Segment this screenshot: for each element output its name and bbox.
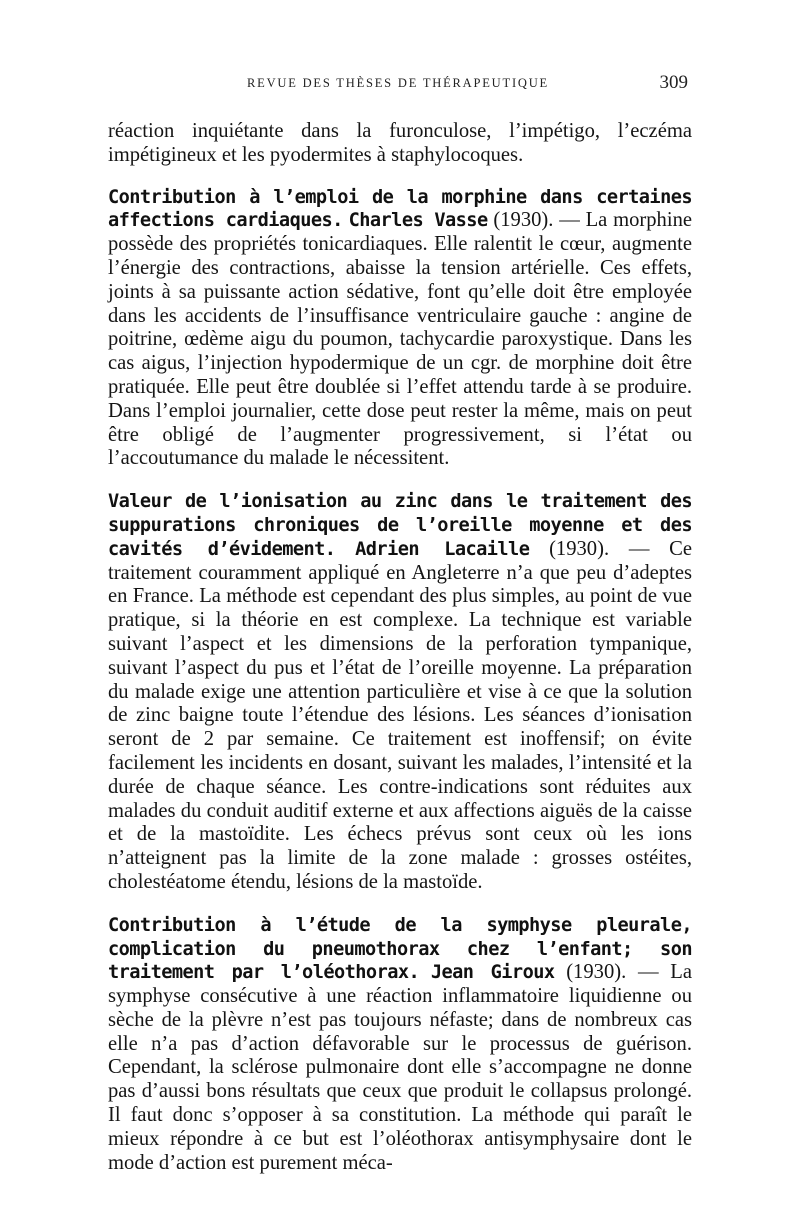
thesis-author: Charles Vasse xyxy=(348,210,488,232)
thesis-author: Adrien Lacaille xyxy=(355,538,530,560)
text-column xyxy=(108,120,692,1175)
thesis-entry-ionisation xyxy=(108,490,692,895)
thesis-title: Contribution à l’emploi de la morphine dans certaines affections cardiaques. xyxy=(108,186,692,232)
thesis-summary: Ce traitement couramment appliqué en Angleterre n’a que peu d’adeptes en France. La méthode est cependant des plus simples, au point de vue pratique, si la théorie en est complexe. La technique est variable suivant l’aspect et les dimensions de la perforation tympanique, suivant l’aspect du pus et l’état de l’oreille moyenne. La préparation du malade exige une attention particulière et vise à ce que la solution de zinc baigne toute l’étendue des lésions. Les séances d’ionisation seront de 2 par semaine. Ce traitement est inoffensif; on évite facilement les incidents en dosant, suivant les malades, l’intensité et la durée de chaque séance. Les contre-indications sont réduites aux malades du conduit auditif externe et aux affections aiguës de la caisse et de la mastoïdite. Les échecs prévus sont ceux où les ions n’atteignent pas la limite de la zone malade : grosses ostéites, cholestéatome étendu, lésions de la mastoïde. xyxy=(108,537,693,893)
thesis-year: (1930). xyxy=(549,537,610,560)
thesis-summary: La symphyse consécutive à une réaction inflammatoire liquidienne ou sèche de la plèvre n’est pas toujours néfaste; dans de nombreux cas elle n’a pas d’action défavorable sur le processus de guérison. Cependant, la sclérose pulmonaire dont elle s’accompagne ne donne pas d’aussi bons résultats que ceux que produit le collapsus prolongé. Il faut donc s’opposer à sa constitution. La méthode qui paraît le mieux répondre à ce but est l’oléothorax antisymphysaire dont le mode d’action est purement méca- xyxy=(108,961,692,1174)
separator-dash: — xyxy=(628,537,650,560)
thesis-year: (1930). xyxy=(566,961,627,984)
running-head: REVUE DES THÈSES DE THÉRAPEUTIQUE xyxy=(247,76,549,90)
thesis-entry-morphine xyxy=(108,186,692,472)
separator-dash: — xyxy=(637,961,659,984)
separator-dash: — xyxy=(559,209,580,232)
page-number: 309 xyxy=(659,72,688,93)
thesis-author: Jean Giroux xyxy=(430,962,555,984)
thesis-year: (1930). xyxy=(493,209,554,232)
thesis-title: Contribution à l’étude de la symphyse pleurale, complication du pneumothorax chez l’enfant; son traitement par l’oléothorax. xyxy=(108,914,692,984)
continued-paragraph: réaction inquiétante dans la furonculose, l’impétigo, l’eczéma impétigineux et les pyodermites à staphylocoques. xyxy=(108,120,692,166)
page-header xyxy=(108,72,688,102)
thesis-summary: La morphine possède des propriétés tonicardiaques. Elle ralentit le cœur, augmente l’énergie des contractions, abaisse la tension artérielle. Ces effets, joints à sa puissante action sédative, font qu’elle doit être employée dans les accidents de l’insuffisance ventriculaire gauche : angine de poitrine, œdème aigu du poumon, tachycardie paroxystique. Dans les cas aigus, l’injection hypodermique de un cgr. de morphine doit être pratiquée. Elle peut être doublée si l’effet attendu tarde à se produire. Dans l’emploi journalier, cette dose peut rester la même, mais on peut être obligé de l’augmenter progressivement, si l’état ou l’accoutumance du malade le nécessitent. xyxy=(108,209,693,470)
thesis-entry-symphyse xyxy=(108,914,692,1176)
thesis-title: Valeur de l’ionisation au zinc dans le traitement des suppurations chroniques de l’oreille moyenne et des cavités d’évidement. xyxy=(108,491,692,560)
